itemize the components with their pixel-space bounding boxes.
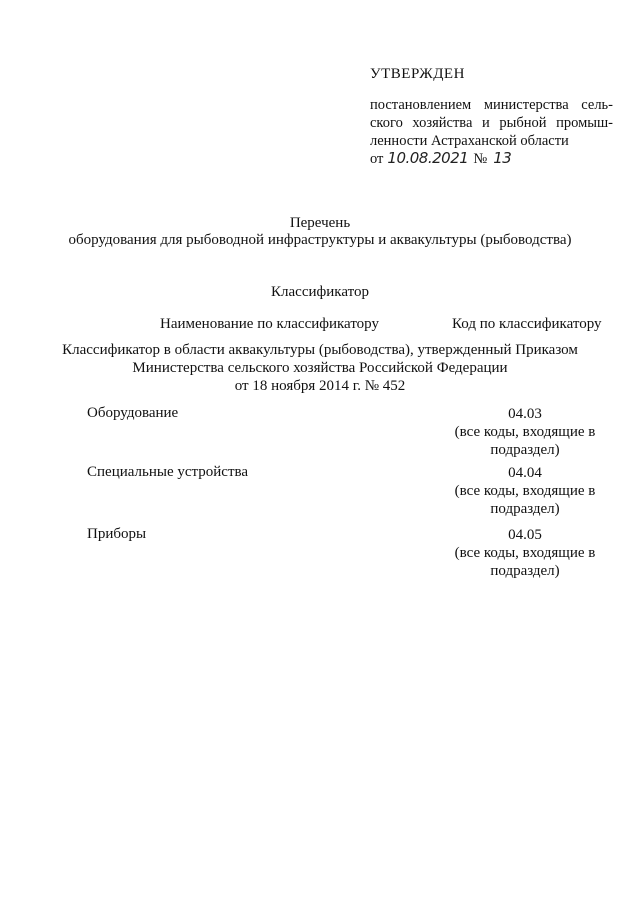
column-header-name: Наименование по классификатору [160, 316, 379, 332]
code-note: (все коды, входящие в [454, 545, 596, 561]
classifier-source [0, 341, 640, 395]
handwritten-number: 13 [493, 149, 512, 167]
row-name: Специальные устройства [87, 464, 249, 480]
code-note: подраздел) [490, 442, 560, 458]
column-header-code: Код по классификатору [452, 316, 602, 332]
code-value: 04.03 [508, 406, 542, 422]
list-subtitle: оборудования для рыбоводной инфраструктуры и аквакультуры (рыбоводства) [68, 232, 572, 248]
source-line: Классификатор в области аквакультуры (рыбоводства), утвержденный Приказом [62, 342, 578, 358]
list-title: Перечень [289, 215, 351, 231]
from-label: от [370, 151, 384, 167]
row-name: Оборудование [87, 405, 179, 421]
approval-line: постановлением министерства сель- [370, 97, 613, 113]
code-note: подраздел) [490, 563, 560, 579]
row-code [445, 405, 605, 459]
code-value: 04.04 [508, 465, 542, 481]
row-code [445, 464, 605, 518]
approval-text [370, 96, 613, 150]
row-name: Приборы [87, 526, 147, 542]
classifier-heading: Классификатор [271, 284, 369, 300]
code-note: (все коды, входящие в [454, 424, 596, 440]
code-note: подраздел) [490, 501, 560, 517]
approval-reference [370, 149, 511, 168]
number-label: № [473, 151, 488, 167]
source-line: Министерства сельского хозяйства Российской Федерации [132, 360, 508, 376]
approval-line: ского хозяйства и рыбной промыш- [370, 115, 613, 131]
row-code [445, 526, 605, 580]
code-value: 04.05 [508, 527, 542, 543]
approval-heading: УТВЕРЖДЕН [370, 66, 465, 82]
source-line: от 18 ноября 2014 г. № 452 [234, 378, 406, 394]
approval-line: ленности Астраханской области [370, 133, 569, 149]
code-note: (все коды, входящие в [454, 483, 596, 499]
handwritten-date: 10.08.2021 [387, 149, 469, 167]
